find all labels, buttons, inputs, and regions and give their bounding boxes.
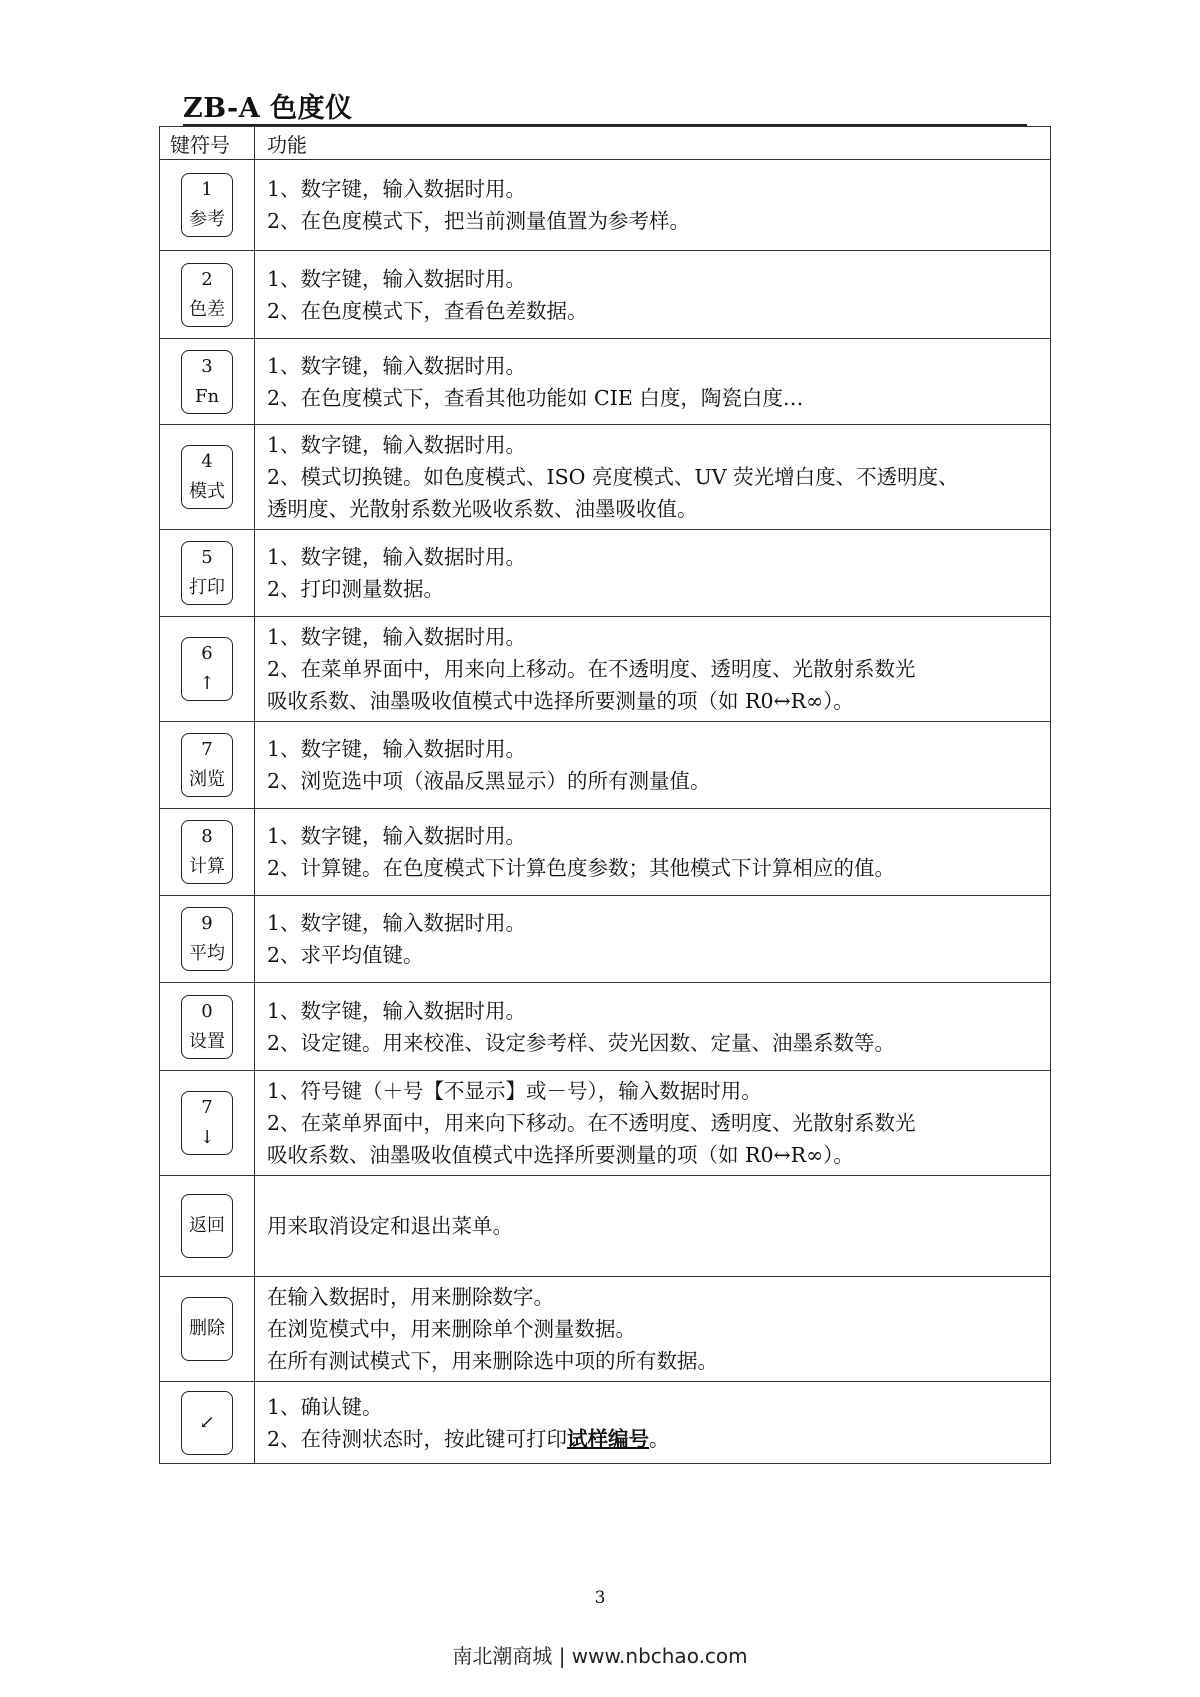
function-line: 1、数字键，输入数据时用。 [267, 433, 527, 457]
function-cell [255, 1277, 1051, 1382]
key-cell [160, 251, 255, 339]
function-cell [255, 339, 1051, 425]
keycap-bottom-label: ↙ [199, 1411, 215, 1433]
table-row [160, 1071, 1051, 1176]
keycap-top-label: 8 [201, 826, 213, 847]
function-line: 1、数字键，输入数据时用。 [267, 625, 527, 649]
keycap-bottom-label: 返回 [189, 1215, 225, 1236]
page-title: ZB-A 色度仪 [183, 93, 353, 124]
key-cell [160, 896, 255, 983]
keycap[interactable] [181, 1297, 233, 1361]
function-cell [255, 722, 1051, 809]
keycap-bottom-label: 计算 [189, 856, 225, 877]
key-cell [160, 809, 255, 896]
key-cell [160, 1176, 255, 1277]
keycap[interactable] [181, 541, 233, 605]
function-line: 在输入数据时，用来删除数字。 [267, 1285, 554, 1309]
function-line: 2、在色度模式下，查看色差数据。 [267, 298, 588, 323]
function-cell [255, 1382, 1051, 1464]
keycap[interactable] [181, 820, 233, 884]
key-cell [160, 617, 255, 722]
keycap[interactable] [181, 350, 233, 414]
table-row [160, 617, 1051, 722]
function-line: 用来取消设定和退出菜单。 [267, 1214, 513, 1238]
keycap[interactable] [181, 1194, 233, 1258]
function-line: 在所有测试模式下，用来删除选中项的所有数据。 [267, 1349, 718, 1373]
function-line: 2、在菜单界面中，用来向下移动。在不透明度、透明度、光散射系数光 [267, 1111, 916, 1135]
key-cell [160, 1071, 255, 1176]
header-key-symbol: 键符号 [160, 127, 255, 160]
table-row [160, 530, 1051, 617]
keycap-bottom-label: 色差 [189, 298, 225, 320]
keycap-top-label: 4 [201, 451, 213, 472]
function-line [267, 1423, 1038, 1455]
function-line: 1、数字键，输入数据时用。 [267, 737, 527, 761]
page-number: 3 [594, 1588, 606, 1608]
function-cell [255, 983, 1051, 1071]
function-line: 1、数字键，输入数据时用。 [267, 545, 527, 569]
function-cell [255, 251, 1051, 339]
keycap[interactable] [181, 995, 233, 1059]
function-line: 1、数字键，输入数据时用。 [267, 266, 527, 291]
table-row [160, 1382, 1051, 1464]
keycap[interactable] [181, 445, 233, 509]
keycap-bottom-label: 浏览 [189, 769, 225, 790]
function-line: 在浏览模式中，用来删除单个测量数据。 [267, 1317, 636, 1341]
function-line: 2、计算键。在色度模式下计算色度参数；其他模式下计算相应的值。 [267, 856, 896, 880]
table-row [160, 425, 1051, 530]
keycap[interactable] [181, 263, 233, 327]
keycap[interactable] [181, 733, 233, 797]
function-cell [255, 896, 1051, 983]
keycap-bottom-label: 打印 [189, 577, 225, 598]
function-cell [255, 160, 1051, 251]
sample-number-link[interactable]: 试样编号 [567, 1426, 650, 1451]
table-row [160, 809, 1051, 896]
key-cell [160, 160, 255, 251]
table-row [160, 251, 1051, 339]
keycap-top-label: 5 [201, 547, 213, 568]
function-line: 1、数字键，输入数据时用。 [267, 824, 527, 848]
function-cell [255, 809, 1051, 896]
table-row [160, 160, 1051, 251]
function-line: 1、确认键。 [267, 1394, 383, 1419]
function-line: 2、模式切换键。如色度模式、ISO 亮度模式、UV 荧光增白度、不透明度、 [267, 465, 959, 489]
function-line: 吸收系数、油墨吸收值模式中选择所要测量的项（如 R0↔R∞）。 [267, 689, 854, 713]
keycap[interactable] [181, 173, 233, 237]
function-cell [255, 1176, 1051, 1277]
function-line-suffix: 。 [649, 1426, 670, 1451]
key-cell [160, 1277, 255, 1382]
keycap[interactable] [181, 907, 233, 971]
keycap-bottom-label: Fn [194, 385, 220, 407]
keycap-bottom-label: 平均 [189, 943, 225, 964]
keycap-bottom-label: ↓ [199, 1127, 215, 1148]
function-line: 2、求平均值键。 [267, 943, 424, 967]
keycap-top-label: 0 [201, 1000, 213, 1022]
function-line: 2、在菜单界面中，用来向上移动。在不透明度、透明度、光散射系数光 [267, 657, 916, 681]
keycap-bottom-label: 模式 [189, 481, 225, 502]
keycap-top-label: 6 [201, 643, 213, 664]
table-row [160, 722, 1051, 809]
keycap-bottom-label: ↑ [199, 673, 215, 694]
keycap-top-label: 3 [201, 355, 213, 377]
key-cell [160, 722, 255, 809]
function-cell [255, 530, 1051, 617]
key-cell [160, 983, 255, 1071]
key-cell [160, 1382, 255, 1464]
table-row [160, 1277, 1051, 1382]
footer-site: 南北潮商城 | www.nbchao.com [452, 1644, 748, 1668]
key-cell [160, 530, 255, 617]
keycap[interactable] [181, 1391, 233, 1455]
table-row [160, 339, 1051, 425]
function-line: 吸收系数、油墨吸收值模式中选择所要测量的项（如 R0↔R∞）。 [267, 1143, 854, 1167]
table-header-row [160, 127, 1051, 160]
function-line: 1、数字键，输入数据时用。 [267, 353, 527, 378]
key-function-table [159, 126, 1051, 1464]
function-line: 2、在色度模式下，查看其他功能如 CIE 白度，陶瓷白度… [267, 385, 804, 410]
table-row [160, 1176, 1051, 1277]
function-line: 2、在色度模式下，把当前测量值置为参考样。 [267, 209, 691, 233]
function-cell [255, 425, 1051, 530]
keycap-top-label: 9 [201, 913, 213, 934]
key-cell [160, 425, 255, 530]
function-line: 1、数字键，输入数据时用。 [267, 998, 527, 1023]
table-row [160, 983, 1051, 1071]
function-cell [255, 1071, 1051, 1176]
function-cell [255, 617, 1051, 722]
keycap-top-label: 7 [201, 1097, 213, 1118]
header-function: 功能 [255, 127, 1051, 160]
keycap-bottom-label: 删除 [189, 1318, 225, 1339]
table-row [160, 896, 1051, 983]
keycap[interactable] [181, 637, 233, 701]
function-line-text: 2、在待测状态时，按此键可打印 [267, 1426, 568, 1451]
function-line: 2、浏览选中项（液晶反黑显示）的所有测量值。 [267, 769, 711, 793]
keycap-bottom-label: 参考 [189, 209, 225, 230]
keycap-top-label: 2 [201, 268, 213, 290]
function-line: 2、设定键。用来校准、设定参考样、荧光因数、定量、油墨系数等。 [267, 1030, 896, 1055]
keycap-top-label: 1 [201, 179, 213, 200]
function-line: 透明度、光散射系数光吸收系数、油墨吸收值。 [267, 497, 698, 521]
keycap[interactable] [181, 1091, 233, 1155]
key-cell [160, 339, 255, 425]
keycap-top-label: 7 [201, 739, 213, 760]
function-line: 1、符号键（＋号【不显示】或－号），输入数据时用。 [267, 1079, 762, 1103]
function-line: 2、打印测量数据。 [267, 577, 445, 601]
keycap-bottom-label: 设置 [189, 1030, 225, 1052]
function-line: 1、数字键，输入数据时用。 [267, 911, 527, 935]
function-line: 1、数字键，输入数据时用。 [267, 177, 527, 201]
